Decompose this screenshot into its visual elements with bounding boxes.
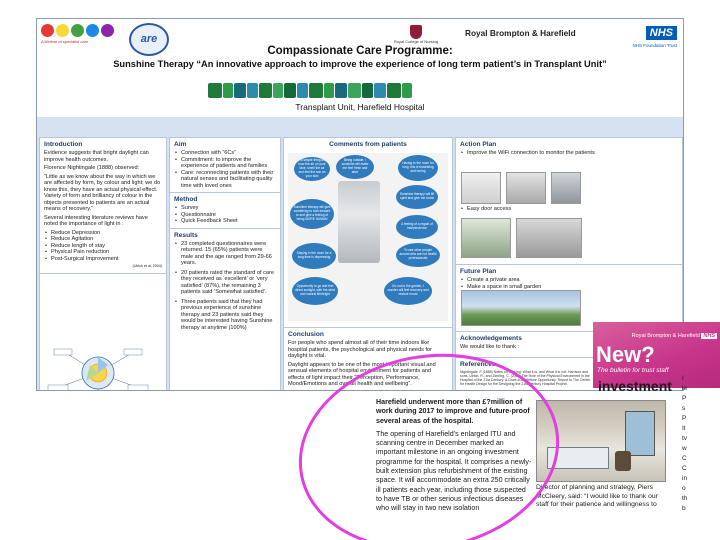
list-item: • Reduce length of stay	[44, 243, 162, 250]
poster-subtitle: Sunshine Therapy “An innovative approach to improve the experience of long term patient’s in Transplant Unit”	[113, 59, 607, 69]
itu-room-photo	[536, 400, 666, 482]
conclusion-text: Daylight appears to be one of the most important visual and sensual elements of hospital environment for patients and effects of light impact their “Perception, Performance, Mood/Emotions and overall health and wellbeing”.	[288, 361, 436, 387]
garden-photo	[461, 290, 581, 326]
references-text: Nightingale, F (1888) Notes on Nursing: What it is, and What it is not. Harrison and sons. Ulrich, R., and Zimring, C. (2004) The Role of the Physical Environment in the Hospital of the 21st Century: A Once-in-a-Lifetime Opportunity. Report to The Center for Health Design for the Designing the 21st Century Hospital Project.	[460, 369, 591, 387]
conclusion-title: Conclusion	[288, 331, 324, 338]
list-item: • Post-Surgical Improvement	[44, 256, 162, 263]
newsletter-nhs-logo: Royal Brompton & Harefield NHS	[631, 333, 715, 339]
comment-bubble: Opportunity to go and feel direct sunlight, with the wind and natural life/bright	[292, 277, 338, 305]
comment-bubble: Staying in the room for a long time is depressing	[292, 243, 336, 269]
nightingale-quote: “Little as we know about the way in which we are affected by form, by colour and light; we do know this, they have an actual physical effect. Variety of form and brilliancy of colour in the objects presented to patients are an actual means of recovery.”	[44, 173, 161, 212]
comment-bubble: Sunshine therapy will give something to look forward to and give a feeling of being MORE HUMAN	[290, 199, 334, 229]
list-item: • Connection with “6Cs”	[174, 150, 276, 157]
comment-bubble: A feeling of a regain of independence	[396, 215, 438, 239]
method-title: Method	[174, 196, 198, 203]
patient-photo	[338, 181, 380, 263]
light-benefits-diagram	[46, 343, 150, 391]
introduction-text: Evidence suggests that bright daylight can improve health outcomes.	[44, 150, 149, 163]
list-item: • Make a space in small garden	[460, 284, 678, 291]
list-item: • Three patients said that they had previous experience of sunshine therapy and 23 patients said they would be interested having Sunshine therapy at anytime (100%)	[174, 299, 276, 332]
newsletter-title: New?	[596, 342, 655, 367]
newsletter-clipping	[370, 322, 720, 540]
conclusion-text: For people who spend almost all of their time indoors like hospital patients, the psychological and physical needs for daylight is vital.	[288, 340, 432, 359]
future-plan-list	[460, 277, 678, 290]
results-title: Results	[174, 231, 198, 239]
comment-bubble: To see other people around who are not health professionals	[396, 243, 440, 267]
photo-caption: Director of planning and strategy, Piers McCleery, said: “I would like to thank our staff for their patience and willingness to	[536, 484, 658, 509]
rcn-crest-icon	[410, 25, 422, 39]
action-plan-list	[460, 150, 678, 157]
comment-bubble: To simple thing as how the air on your face, smell the air and feel the sun on your skin	[294, 157, 330, 181]
comments-title: Comments from patients	[329, 141, 407, 148]
aftercare-tagline: A lifetime of specialist care	[41, 39, 89, 44]
acknowledgements-title: Acknowledgements	[460, 335, 522, 342]
list-item: • Questionnaire	[174, 212, 276, 219]
acknowledgements-text: We would like to thank :	[460, 344, 519, 350]
list-item: • Survey	[174, 205, 276, 212]
rcn-logo: Royal College of Nursing	[393, 25, 439, 55]
newsletter-headline: investment	[598, 378, 672, 394]
article-lead: Harefield underwent more than £?million of work during 2017 to improve and future-proof several areas of the hospital.	[376, 398, 530, 425]
list-item: • Reduce Agitation	[44, 236, 162, 243]
list-item: • 23 completed questionnaires were returned. 15 (65%) patients were male and the age ranged from 29-66 years.	[174, 241, 276, 267]
poster-title: Compassionate Care Programme:	[267, 45, 453, 57]
wifi-device-photo	[461, 172, 501, 204]
bed-shape	[547, 447, 609, 469]
introduction-reviews: Several interesting literature reviews have noted the importance of light in :	[44, 214, 148, 227]
comment-bubble: Sunshine therapy will lift spirit and give me boost	[396, 185, 438, 209]
references-title: References	[460, 360, 496, 368]
unit-label: Transplant Unit, Harefield Hospital	[295, 102, 425, 112]
action-plan-list-2	[460, 206, 511, 213]
benefit-list	[44, 230, 162, 263]
window-shape	[625, 411, 655, 456]
aim-column	[169, 137, 281, 391]
introduction-panel	[39, 137, 167, 391]
door-photo	[461, 218, 511, 258]
aim-list	[174, 150, 276, 189]
corridor-photo	[551, 172, 581, 204]
list-item: • Care: reconnecting patients with their natural senses and facilitating quality time with loved ones	[174, 170, 276, 190]
introduction-observed: Florence Nightingale (1888) observed:	[44, 165, 140, 171]
door-photo-2	[516, 218, 582, 258]
future-plan-title: Future Plan	[460, 268, 497, 275]
comments-collage	[288, 153, 448, 321]
comment-bubble: Being outside, I sunshine will make me feel fresh and alive	[336, 155, 374, 179]
list-item: • Improve the WiFi connection to monitor the patients	[460, 150, 678, 157]
comment-bubble: Go out to the garden, I wonder will feel recovery and restore mood	[384, 277, 432, 305]
nhs-logo: Royal Brompton & Harefield NHS NHS Foundation Trust	[465, 27, 677, 48]
list-item: • Reduce Depression	[44, 230, 162, 237]
newsletter-right-column: I le P s P It tv w C C in o th b	[682, 375, 688, 512]
list-item: • Physical Pain reduction	[44, 249, 162, 256]
list-item: • 20 patients rated the standard of care they received as ‘excellent’ or ‘very satisfied’ (87%), the remaining 3 patients said ‘Somewhat satisfied’.	[174, 270, 276, 296]
ward-photo	[506, 172, 546, 204]
nhs-mark: NHS	[646, 26, 677, 40]
sunshine-wordart	[208, 83, 424, 100]
list-item: • Create a private area	[460, 277, 678, 284]
results-list	[174, 241, 276, 332]
introduction-title: Introduction	[44, 141, 83, 148]
list-item: • Commitment: to improve the experience of patients and families	[174, 157, 276, 170]
newsletter-tagline: The bulletin for trust staff	[597, 367, 669, 374]
banner	[37, 75, 683, 120]
article-body: The opening of Harefield’s enlarged ITU and scanning centre in December marked an important milestone in an ongoing investment programme for the hospital. It comprises a newly-built extension plus refurbishment of the existing space. It will accommodate an extra 250 critically ill patients each year, including those suspected to have TB or other serious infectious diseases who will stay in two new isolation	[376, 429, 532, 513]
citation: (Ulrich et al, 2004)	[132, 264, 162, 268]
aim-title: Aim	[174, 141, 187, 148]
comment-bubble: Having to the room for long, this is frustrating and boring	[398, 155, 438, 181]
action-plan-title: Action Plan	[460, 141, 497, 148]
list-item: • Quick Feedback Sheet	[174, 218, 276, 225]
care-logo: are	[129, 23, 169, 56]
chair-shape	[615, 451, 631, 471]
method-list	[174, 205, 276, 225]
newsletter-article	[376, 398, 532, 514]
list-item: • Easy door access	[460, 206, 511, 213]
